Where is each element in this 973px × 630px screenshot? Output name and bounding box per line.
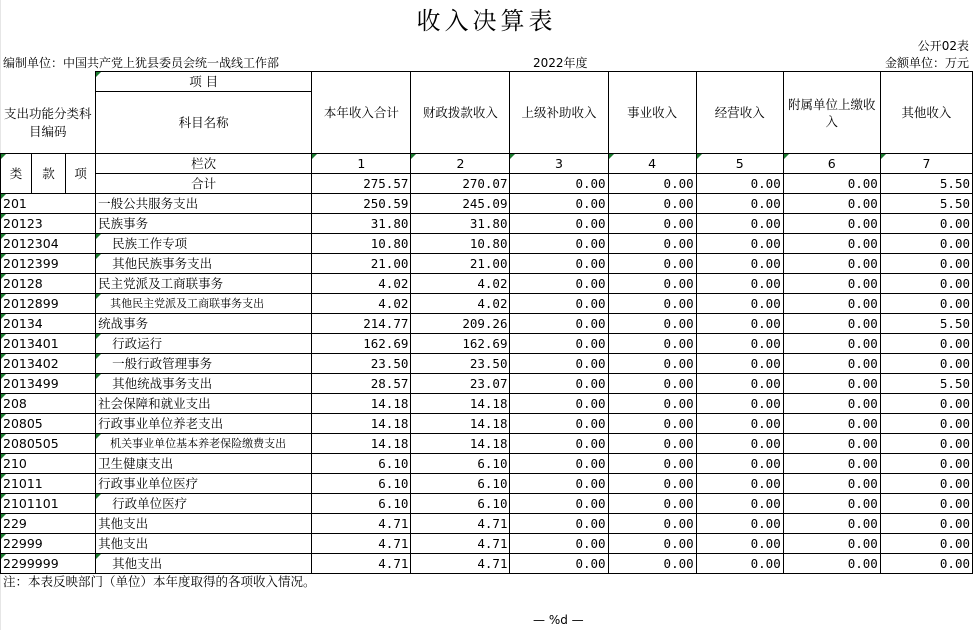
row-value-6[interactable]: 0.00: [783, 294, 880, 314]
col-number-2: 2: [411, 154, 510, 174]
row-code[interactable]: 20805: [1, 414, 96, 434]
row-value-2[interactable]: 6.10: [411, 494, 510, 514]
total-label: 合计: [96, 174, 312, 194]
row-value-5[interactable]: 0.00: [696, 334, 783, 354]
col-number-1: 1: [312, 154, 411, 174]
row-value-3[interactable]: 0.00: [510, 394, 608, 414]
lei-header: 类: [1, 154, 32, 194]
row-name[interactable]: 民族事务: [96, 214, 312, 234]
col-header-5[interactable]: 经营收入: [696, 72, 783, 154]
row-value-2[interactable]: 14.18: [411, 394, 510, 414]
row-value-4[interactable]: 0.00: [608, 554, 696, 574]
row-value-7[interactable]: 0.00: [880, 294, 972, 314]
row-value-5[interactable]: 0.00: [696, 254, 783, 274]
row-value-6[interactable]: 0.00: [783, 354, 880, 374]
table-row: [1, 234, 973, 254]
total-value-7[interactable]: 5.50: [880, 174, 972, 194]
row-code[interactable]: 2012899: [1, 294, 96, 314]
row-value-1[interactable]: 4.71: [312, 554, 411, 574]
row-value-1[interactable]: 21.00: [312, 254, 411, 274]
table-row: [1, 474, 973, 494]
row-value-1[interactable]: 23.50: [312, 354, 411, 374]
row-value-2[interactable]: 6.10: [411, 454, 510, 474]
row-name[interactable]: 一般公共服务支出: [96, 194, 312, 214]
row-value-7[interactable]: 0.00: [880, 454, 972, 474]
row-value-3[interactable]: 0.00: [510, 434, 608, 454]
row-value-2[interactable]: 14.18: [411, 434, 510, 454]
row-name[interactable]: 行政单位医疗: [96, 494, 312, 514]
row-value-1[interactable]: 4.02: [312, 274, 411, 294]
row-value-1[interactable]: 14.18: [312, 434, 411, 454]
row-name[interactable]: 行政事业单位养老支出: [96, 414, 312, 434]
row-value-5[interactable]: 0.00: [696, 474, 783, 494]
row-value-1[interactable]: 10.80: [312, 234, 411, 254]
row-value-7[interactable]: 5.50: [880, 194, 972, 214]
row-value-5[interactable]: 0.00: [696, 374, 783, 394]
row-name[interactable]: 一般行政管理事务: [96, 354, 312, 374]
row-value-3[interactable]: 0.00: [510, 194, 608, 214]
col-header-2[interactable]: 财政拨款收入: [411, 72, 510, 154]
row-value-3[interactable]: 0.00: [510, 274, 608, 294]
table-row: [1, 434, 973, 454]
row-value-7[interactable]: 0.00: [880, 254, 972, 274]
col-header-7[interactable]: 其他收入: [880, 72, 972, 154]
row-value-5[interactable]: 0.00: [696, 394, 783, 414]
row-value-7[interactable]: 0.00: [880, 414, 972, 434]
row-value-5[interactable]: 0.00: [696, 354, 783, 374]
row-value-7[interactable]: 0.00: [880, 434, 972, 454]
row-value-1[interactable]: 6.10: [312, 494, 411, 514]
table-row: [1, 194, 973, 214]
row-value-6[interactable]: 0.00: [783, 234, 880, 254]
table-row: [1, 314, 973, 334]
row-name[interactable]: 其他支出: [96, 554, 312, 574]
row-value-2[interactable]: 23.07: [411, 374, 510, 394]
row-value-2[interactable]: 6.10: [411, 474, 510, 494]
report-title: 收入决算表: [416, 7, 557, 35]
table-row: [1, 214, 973, 234]
row-code[interactable]: 2299999: [1, 554, 96, 574]
row-value-5[interactable]: 0.00: [696, 314, 783, 334]
row-value-7[interactable]: 0.00: [880, 274, 972, 294]
row-value-7[interactable]: 0.00: [880, 554, 972, 574]
row-value-7[interactable]: 0.00: [880, 474, 972, 494]
row-value-1[interactable]: 28.57: [312, 374, 411, 394]
row-value-1[interactable]: 4.02: [312, 294, 411, 314]
row-value-2[interactable]: 4.02: [411, 294, 510, 314]
row-name[interactable]: 民主党派及工商联事务: [96, 274, 312, 294]
row-value-4[interactable]: 0.00: [608, 394, 696, 414]
row-value-4[interactable]: 0.00: [608, 434, 696, 454]
row-value-4[interactable]: 0.00: [608, 354, 696, 374]
item-header: 项 目: [96, 72, 312, 92]
table-row: [1, 554, 973, 574]
row-code[interactable]: 2080505: [1, 434, 96, 454]
row-name[interactable]: 机关事业单位基本养老保险缴费支出: [96, 434, 312, 454]
row-value-7[interactable]: 0.00: [880, 214, 972, 234]
row-code[interactable]: 20128: [1, 274, 96, 294]
row-value-3[interactable]: 0.00: [510, 494, 608, 514]
row-value-4[interactable]: 0.00: [608, 234, 696, 254]
row-value-6[interactable]: 0.00: [783, 274, 880, 294]
income-table: [0, 71, 973, 574]
total-row: [1, 174, 973, 194]
row-value-1[interactable]: 6.10: [312, 474, 411, 494]
table-row: [1, 454, 973, 474]
name-header: 科目名称: [96, 92, 312, 154]
table-row: [1, 394, 973, 414]
row-value-6[interactable]: 0.00: [783, 214, 880, 234]
row-value-5[interactable]: 0.00: [696, 194, 783, 214]
row-name[interactable]: 行政运行: [96, 334, 312, 354]
row-code[interactable]: 20123: [1, 214, 96, 234]
lanci-label: 栏次: [96, 154, 312, 174]
row-value-3[interactable]: 0.00: [510, 454, 608, 474]
row-value-6[interactable]: 0.00: [783, 334, 880, 354]
row-value-4[interactable]: 0.00: [608, 474, 696, 494]
row-value-1[interactable]: 4.71: [312, 514, 411, 534]
row-name[interactable]: 统战事务: [96, 314, 312, 334]
row-value-6[interactable]: 0.00: [783, 434, 880, 454]
row-code[interactable]: 2013401: [1, 334, 96, 354]
row-code[interactable]: 201: [1, 194, 96, 214]
row-value-7[interactable]: 0.00: [880, 394, 972, 414]
row-value-6[interactable]: 0.00: [783, 554, 880, 574]
total-value-1[interactable]: 275.57: [312, 174, 411, 194]
col-number-6: 6: [783, 154, 880, 174]
row-value-4[interactable]: 0.00: [608, 214, 696, 234]
row-code[interactable]: 22999: [1, 534, 96, 554]
row-value-4[interactable]: 0.00: [608, 334, 696, 354]
row-value-1[interactable]: 14.18: [312, 414, 411, 434]
row-value-5[interactable]: 0.00: [696, 494, 783, 514]
row-code[interactable]: 2101101: [1, 494, 96, 514]
form-number: 公开02表: [917, 39, 969, 53]
col-number-5: 5: [696, 154, 783, 174]
row-code[interactable]: 2012399: [1, 254, 96, 274]
row-value-3[interactable]: 0.00: [510, 214, 608, 234]
row-value-5[interactable]: 0.00: [696, 414, 783, 434]
row-value-2[interactable]: 4.71: [411, 534, 510, 554]
col-number-3: 3: [510, 154, 608, 174]
row-value-7[interactable]: 0.00: [880, 494, 972, 514]
row-value-6[interactable]: 0.00: [783, 194, 880, 214]
row-value-1[interactable]: 14.18: [312, 394, 411, 414]
row-value-2[interactable]: 21.00: [411, 254, 510, 274]
row-value-6[interactable]: 0.00: [783, 414, 880, 434]
total-value-2[interactable]: 270.07: [411, 174, 510, 194]
row-value-5[interactable]: 0.00: [696, 294, 783, 314]
row-value-2[interactable]: 23.50: [411, 354, 510, 374]
row-value-1[interactable]: 6.10: [312, 454, 411, 474]
row-code[interactable]: 20134: [1, 314, 96, 334]
row-value-4[interactable]: 0.00: [608, 294, 696, 314]
xiang-header: 项: [66, 154, 96, 194]
row-value-7[interactable]: 5.50: [880, 374, 972, 394]
row-value-7[interactable]: 0.00: [880, 334, 972, 354]
row-code[interactable]: 21011: [1, 474, 96, 494]
row-value-3[interactable]: 0.00: [510, 474, 608, 494]
row-value-5[interactable]: 0.00: [696, 534, 783, 554]
row-code[interactable]: 210: [1, 454, 96, 474]
row-value-4[interactable]: 0.00: [608, 454, 696, 474]
row-value-3[interactable]: 0.00: [510, 334, 608, 354]
row-value-6[interactable]: 0.00: [783, 314, 880, 334]
col-header-1[interactable]: 本年收入合计: [312, 72, 411, 154]
row-value-4[interactable]: 0.00: [608, 514, 696, 534]
row-value-6[interactable]: 0.00: [783, 374, 880, 394]
row-value-4[interactable]: 0.00: [608, 494, 696, 514]
row-value-2[interactable]: 245.09: [411, 194, 510, 214]
row-value-1[interactable]: 214.77: [312, 314, 411, 334]
row-code[interactable]: 2013402: [1, 354, 96, 374]
col-number-7: 7: [880, 154, 972, 174]
table-note: 注：本表反映部门（单位）本年度取得的各项收入情况。: [3, 574, 316, 589]
row-value-3[interactable]: 0.00: [510, 374, 608, 394]
total-value-5[interactable]: 0.00: [696, 174, 783, 194]
table-row: [1, 334, 973, 354]
row-name[interactable]: 卫生健康支出: [96, 454, 312, 474]
row-value-3[interactable]: 0.00: [510, 254, 608, 274]
col-number-4: 4: [608, 154, 696, 174]
col-header-3[interactable]: 上级补助收入: [510, 72, 608, 154]
row-value-4[interactable]: 0.00: [608, 274, 696, 294]
row-value-2[interactable]: 31.80: [411, 214, 510, 234]
table-row: [1, 274, 973, 294]
row-value-3[interactable]: 0.00: [510, 294, 608, 314]
report-year: 2022年度: [533, 56, 588, 70]
row-value-5[interactable]: 0.00: [696, 514, 783, 534]
row-name[interactable]: 其他统战事务支出: [96, 374, 312, 394]
table-row: [1, 414, 973, 434]
row-value-2[interactable]: 4.02: [411, 274, 510, 294]
row-name[interactable]: 社会保障和就业支出: [96, 394, 312, 414]
row-value-7[interactable]: 0.00: [880, 534, 972, 554]
row-value-1[interactable]: 162.69: [312, 334, 411, 354]
row-value-7[interactable]: 0.00: [880, 234, 972, 254]
table-row: [1, 254, 973, 274]
row-value-2[interactable]: 4.71: [411, 554, 510, 574]
row-value-5[interactable]: 0.00: [696, 234, 783, 254]
func-code-header-cell: [1, 72, 96, 154]
table-row: [1, 294, 973, 314]
row-value-6[interactable]: 0.00: [783, 514, 880, 534]
row-value-6[interactable]: 0.00: [783, 494, 880, 514]
row-value-1[interactable]: 31.80: [312, 214, 411, 234]
row-value-6[interactable]: 0.00: [783, 474, 880, 494]
row-value-6[interactable]: 0.00: [783, 454, 880, 474]
col-header-4[interactable]: 事业收入: [608, 72, 696, 154]
row-value-2[interactable]: 4.71: [411, 514, 510, 534]
row-value-4[interactable]: 0.00: [608, 534, 696, 554]
row-value-7[interactable]: 0.00: [880, 514, 972, 534]
page-marker: — %d —: [533, 613, 584, 627]
row-value-3[interactable]: 0.00: [510, 314, 608, 334]
row-value-3[interactable]: 0.00: [510, 414, 608, 434]
row-value-4[interactable]: 0.00: [608, 254, 696, 274]
row-value-5[interactable]: 0.00: [696, 554, 783, 574]
table-row: [1, 374, 973, 394]
row-value-6[interactable]: 0.00: [783, 534, 880, 554]
row-value-4[interactable]: 0.00: [608, 314, 696, 334]
row-value-1[interactable]: 4.71: [312, 534, 411, 554]
row-value-6[interactable]: 0.00: [783, 254, 880, 274]
organization-label: 编制单位：中国共产党上犹县委员会统一战线工作部: [3, 56, 280, 70]
table-row: [1, 354, 973, 374]
row-name[interactable]: 其他支出: [96, 514, 312, 534]
row-name[interactable]: 其他支出: [96, 534, 312, 554]
row-value-3[interactable]: 0.00: [510, 354, 608, 374]
row-value-7[interactable]: 0.00: [880, 354, 972, 374]
total-value-3[interactable]: 0.00: [510, 174, 608, 194]
row-value-2[interactable]: 162.69: [411, 334, 510, 354]
row-value-7[interactable]: 5.50: [880, 314, 972, 334]
total-value-4[interactable]: 0.00: [608, 174, 696, 194]
row-value-5[interactable]: 0.00: [696, 434, 783, 454]
col-header-6[interactable]: 附属单位上缴收入: [783, 72, 880, 154]
row-value-5[interactable]: 0.00: [696, 214, 783, 234]
row-name[interactable]: 民族工作专项: [96, 234, 312, 254]
row-value-2[interactable]: 14.18: [411, 414, 510, 434]
row-value-3[interactable]: 0.00: [510, 514, 608, 534]
table-row: [1, 534, 973, 554]
row-code[interactable]: 2013499: [1, 374, 96, 394]
row-code[interactable]: 208: [1, 394, 96, 414]
kuan-header: 款: [32, 154, 66, 194]
row-value-2[interactable]: 209.26: [411, 314, 510, 334]
table-row: [1, 494, 973, 514]
row-name[interactable]: 其他民族事务支出: [96, 254, 312, 274]
row-value-3[interactable]: 0.00: [510, 234, 608, 254]
row-name[interactable]: 行政事业单位医疗: [96, 474, 312, 494]
row-value-5[interactable]: 0.00: [696, 274, 783, 294]
func-code-header: 支出功能分类科目编码: [4, 106, 92, 140]
row-code[interactable]: 229: [1, 514, 96, 534]
row-value-4[interactable]: 0.00: [608, 374, 696, 394]
row-value-4[interactable]: 0.00: [608, 414, 696, 434]
row-value-4[interactable]: 0.00: [608, 194, 696, 214]
row-name[interactable]: 其他民主党派及工商联事务支出: [96, 294, 312, 314]
row-value-6[interactable]: 0.00: [783, 394, 880, 414]
row-value-3[interactable]: 0.00: [510, 554, 608, 574]
row-value-3[interactable]: 0.00: [510, 534, 608, 554]
row-value-5[interactable]: 0.00: [696, 454, 783, 474]
total-value-6[interactable]: 0.00: [783, 174, 880, 194]
amount-unit: 金额单位：万元: [884, 56, 969, 70]
row-value-1[interactable]: 250.59: [312, 194, 411, 214]
table-row: [1, 514, 973, 534]
row-value-2[interactable]: 10.80: [411, 234, 510, 254]
row-code[interactable]: 2012304: [1, 234, 96, 254]
